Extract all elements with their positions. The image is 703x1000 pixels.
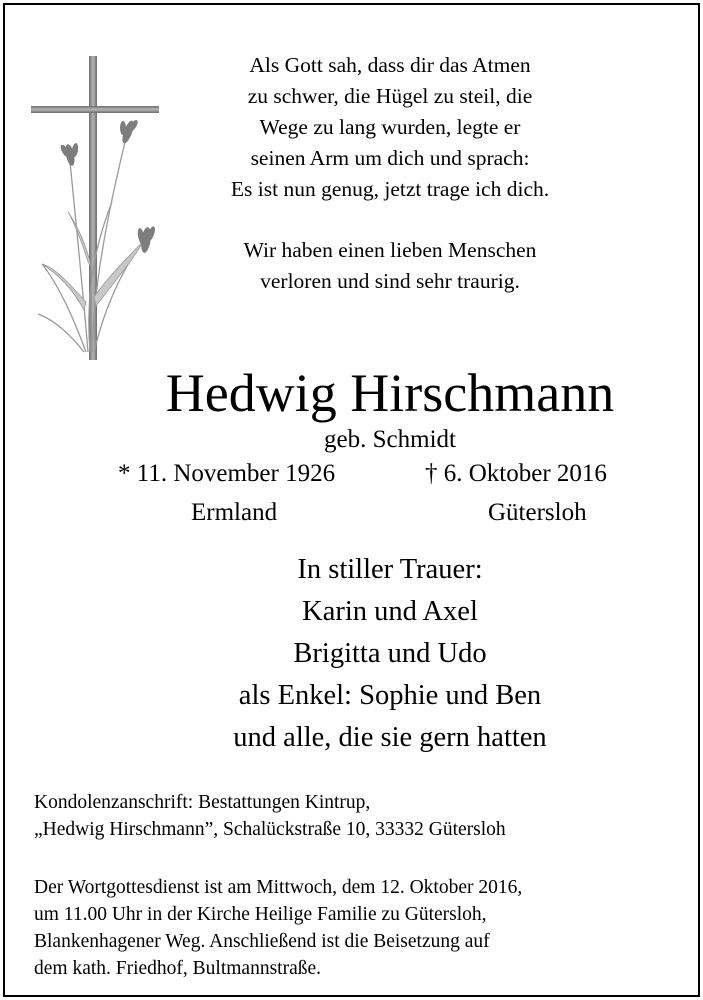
poem-line: Es ist nun genug, jetzt trage ich dich. (230, 177, 550, 201)
condolence-line: Kondolenzanschrift: Bestattungen Kintrup, (34, 792, 371, 813)
maiden-name: geb. Schmidt (324, 426, 456, 453)
poem-line: Wege zu lang wurden, legte er (259, 115, 521, 139)
mourner-line: Brigitta und Udo (293, 638, 487, 669)
death-date: † 6. Oktober 2016 (425, 460, 607, 487)
poem (175, 50, 605, 297)
condolence-line: „Hedwig Hirschmann”, Schalückstraße 10, 33332 Gütersloh (34, 819, 506, 840)
birth-date: * 11. November 1926 (118, 460, 336, 487)
service-line: dem kath. Friedhof, Bultmannstraße. (34, 958, 322, 979)
funeral-service-info (34, 874, 694, 982)
mourner-line: und alle, die sie gern hatten (233, 722, 547, 753)
service-line: Der Wortgottesdienst ist am Mittwoch, dem 12. Oktober 2016, (34, 877, 523, 898)
poem-line: Als Gott sah, dass dir das Atmen (249, 53, 531, 77)
poem-line: zu schwer, die Hügel zu steil, die (247, 84, 533, 108)
poem-line: seinen Arm um dich und sprach: (250, 146, 530, 170)
cross-with-wheat-icon (28, 52, 163, 364)
poem-line: Wir haben einen lieben Menschen (243, 238, 537, 262)
deceased-name: Hedwig Hirschmann (165, 363, 615, 423)
service-line: Blankenhagener Weg. Anschließend ist die Beisetzung auf (34, 931, 490, 952)
birth-place: Ermland (191, 499, 278, 526)
death-place: Gütersloh (488, 499, 587, 526)
poem-stanza-1 (175, 50, 605, 205)
mourners (110, 549, 670, 759)
poem-line: verloren und sind sehr traurig. (260, 269, 520, 293)
mourner-line: Karin und Axel (302, 596, 478, 627)
service-line: um 11.00 Uhr in der Kirche Heilige Familie zu Gütersloh, (34, 904, 487, 925)
condolence-address (34, 789, 684, 843)
mourners-intro: In stiller Trauer: (297, 554, 483, 585)
poem-stanza-2 (175, 235, 605, 297)
mourner-line: als Enkel: Sophie und Ben (238, 680, 542, 711)
